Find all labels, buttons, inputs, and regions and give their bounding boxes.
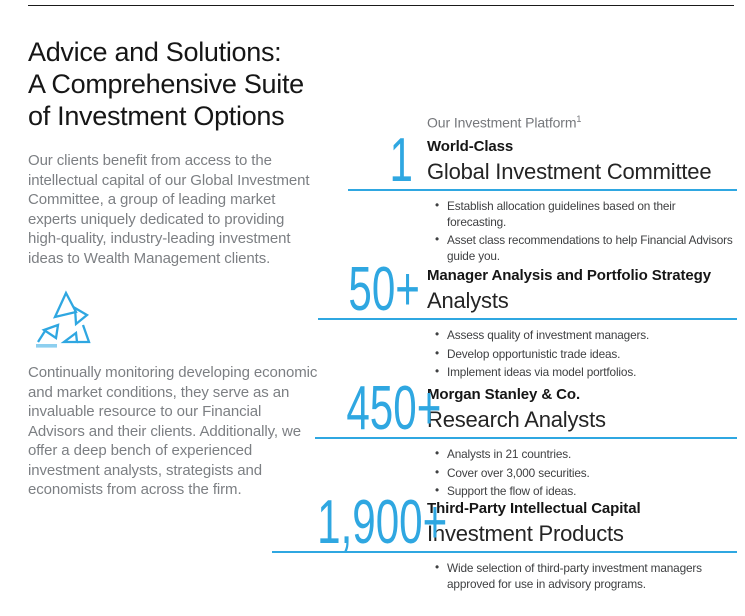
stat-value: 1,900+ xyxy=(317,488,448,558)
bullet-item: • Analysts in 21 countries. xyxy=(434,447,737,463)
bullet-item: • Establish allocation guidelines based on their forecasting. xyxy=(434,199,737,230)
intro-paragraph: Our clients benefit from access to the intellectual capital of our Global Investment Committee, a group of leading market experts uniquely dedicated to providing high-quality, industry-leading investment ideas to Wealth Management clients. xyxy=(28,152,310,267)
bullet-item: • Develop opportunistic trade ideas. xyxy=(434,347,737,363)
left-column xyxy=(28,19,320,500)
page-title-line: Advice and Solutions: xyxy=(28,37,282,68)
stat-title: Morgan Stanley & Co. xyxy=(427,385,581,403)
stat-block-research-analysts xyxy=(315,374,737,503)
stat-title: World-Class xyxy=(427,137,514,155)
stat-value: 450+ xyxy=(346,374,442,444)
stat-header xyxy=(348,126,737,196)
stat-header xyxy=(318,255,737,325)
stat-titles xyxy=(427,386,606,437)
bullet-item: • Implement ideas via model portfolios. xyxy=(434,365,737,381)
bullet-item: • Asset class recommendations to help Financial Advisors guide you. xyxy=(434,233,737,264)
bullet-item: • Wide selection of third-party investment managers approved for use in advisory programs. xyxy=(434,561,706,592)
stat-titles xyxy=(427,500,641,551)
footnote-marker: 1 xyxy=(576,114,582,124)
bullet-item: • Assess quality of investment managers. xyxy=(434,328,737,344)
stat-subtitle: Investment Products xyxy=(427,520,624,546)
stat-title: Third-Party Intellectual Capital xyxy=(427,499,641,517)
stat-bullets xyxy=(434,561,706,592)
platform-heading xyxy=(427,114,581,131)
page-title-line: of Investment Options xyxy=(28,101,285,132)
top-rule xyxy=(28,5,734,6)
stat-title: Manager Analysis and Portfolio Strategy xyxy=(427,266,711,284)
page-title xyxy=(28,37,320,133)
stat-titles xyxy=(427,267,711,318)
stat-value: 50+ xyxy=(348,255,420,325)
bullet-item: • Cover over 3,000 securities. xyxy=(434,466,737,482)
stat-subtitle: Global Investment Committee xyxy=(427,158,712,184)
stat-header xyxy=(315,374,737,444)
stat-bullets xyxy=(434,447,737,500)
stat-subtitle: Research Analysts xyxy=(427,406,606,432)
stat-block-global-investment-committee xyxy=(348,126,737,268)
stat-value: 1 xyxy=(389,126,413,196)
stat-bullets xyxy=(434,199,737,265)
cycle-arrows-icon xyxy=(30,287,96,351)
stat-bullets xyxy=(434,328,737,381)
platform-heading-text: Our Investment Platform xyxy=(427,114,577,131)
bullet-item: • Support the flow of ideas. xyxy=(434,484,737,500)
stat-titles xyxy=(427,138,711,189)
stat-subtitle: Analysts xyxy=(427,287,509,313)
stat-block-analysts xyxy=(318,255,737,384)
page-title-line: A Comprehensive Suite xyxy=(28,69,304,100)
monitoring-paragraph: Continually monitoring developing economic and market conditions, they serve as an invaluable resource to our Financial Advisors and their clients. Additionally, we offer a deep bench of experienced investment analysts, strategists and economists from across the firm. xyxy=(28,364,318,499)
